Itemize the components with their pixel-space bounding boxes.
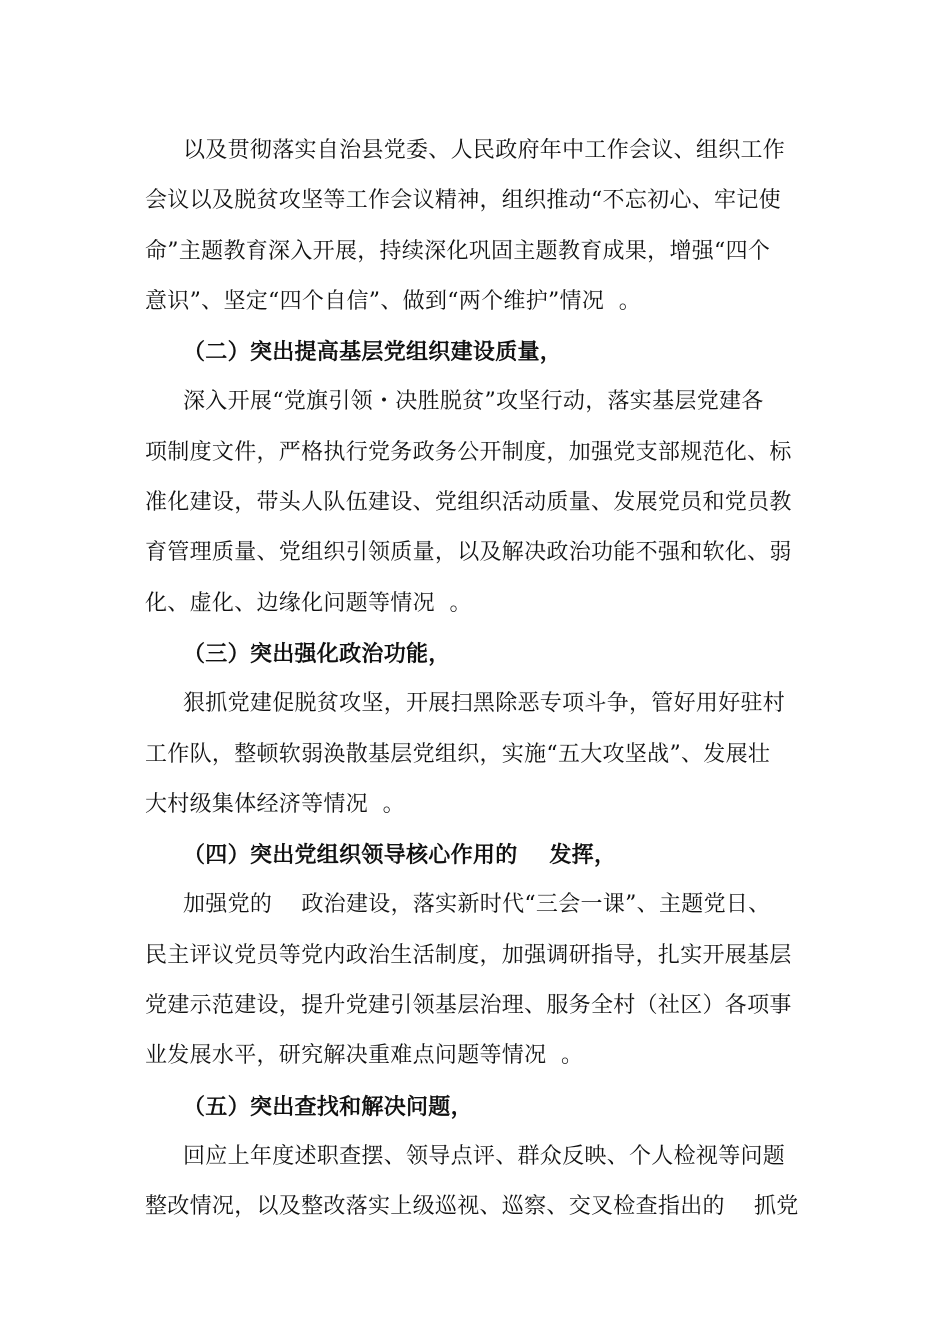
paragraph-line: 业发展水平，研究解决重难点问题等情况 。 <box>145 1043 584 1069</box>
paragraph-line: 回应上年度述职查摆、领导点评、群众反映、个人检视等问题 <box>183 1143 786 1169</box>
section-heading: （五）突出查找和解决问题， <box>183 1093 473 1120</box>
paragraph-line: 加强党的 政治建设，落实新时代“三会一课”、主题党日、 <box>183 892 771 918</box>
paragraph-line: 深入开展“党旗引领・决胜脱贫”攻坚行动，落实基层党建各 <box>183 389 764 415</box>
paragraph-line: 整改情况，以及整改落实上级巡视、巡察、交叉检查指出的 抓党 <box>145 1194 799 1220</box>
paragraph-line: 工作队，整顿软弱涣散基层党组织，实施“五大攻坚战”、发展壮 <box>145 741 771 767</box>
paragraph-line: 会议以及脱贫攻坚等工作会议精神，组织推动“不忘初心、牢记使 <box>145 188 781 214</box>
paragraph-line: 育管理质量、党组织引领质量，以及解决政治功能不强和软化、弱 <box>145 540 792 566</box>
section-heading: （四）突出党组织领导核心作用的 发挥， <box>183 842 617 869</box>
paragraph-line: 命”主题教育深入开展，持续深化巩固主题教育成果，增强“四个 <box>145 238 771 264</box>
paragraph-line: 项制度文件，严格执行党务政务公开制度，加强党支部规范化、标 <box>145 439 792 465</box>
section-heading: （三）突出强化政治功能， <box>183 640 451 667</box>
section-heading: （二）突出提高基层党组织建设质量， <box>183 339 563 366</box>
paragraph-line: 民主评议党员等党内政治生活制度，加强调研指导，扎实开展基层 <box>145 942 792 968</box>
paragraph-line: 大村级集体经济等情况 。 <box>145 791 405 817</box>
paragraph-line: 以及贯彻落实自治县党委、人民政府年中工作会议、组织工作 <box>183 138 786 163</box>
document-body <box>145 126 799 1233</box>
paragraph-line: 狠抓党建促脱贫攻坚，开展扫黑除恶专项斗争，管好用好驻村 <box>183 691 786 717</box>
paragraph-line: 意识”、坚定“四个自信”、做到“两个维护”情况 。 <box>145 288 642 314</box>
paragraph-line: 化、虚化、边缘化问题等情况 。 <box>145 590 472 616</box>
paragraph-line: 党建示范建设，提升党建引领基层治理、服务全村（社区）各项事 <box>145 993 792 1019</box>
paragraph-line: 准化建设，带头人队伍建设、党组织活动质量、发展党员和党员教 <box>145 490 792 516</box>
